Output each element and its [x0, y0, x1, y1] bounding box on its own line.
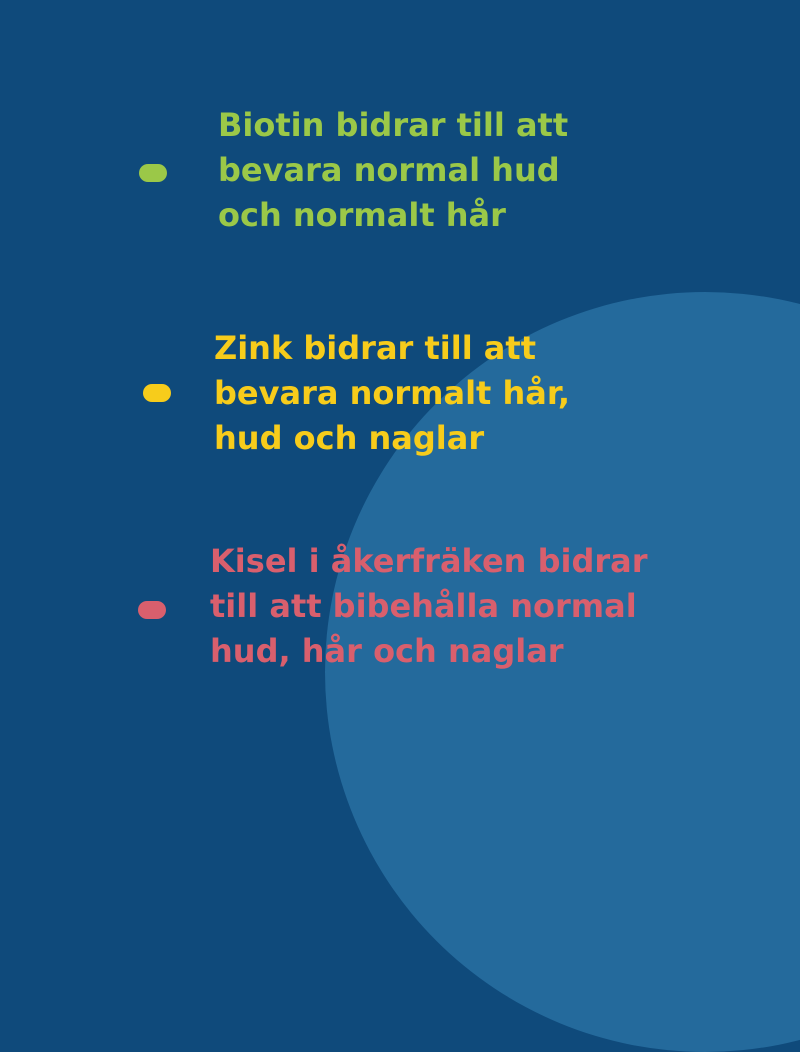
zink-line-1: Zink bidrar till att	[214, 329, 536, 367]
zink-line-2: bevara normalt hår,	[214, 374, 571, 412]
yellow-bullet	[143, 384, 171, 402]
green-bullet	[139, 164, 167, 182]
biotin-text	[218, 103, 568, 238]
zink-text	[214, 326, 570, 461]
kisel-line-2: till att bibehålla normal	[210, 587, 637, 625]
biotin-line-2: bevara normal hud	[218, 151, 560, 189]
kisel-line-1: Kisel i åkerfräken bidrar	[210, 542, 648, 580]
biotin-line-1: Biotin bidrar till att	[218, 106, 569, 144]
kisel-text	[210, 539, 648, 674]
biotin-line-3: och normalt hår	[218, 196, 506, 234]
pink-bullet	[138, 601, 166, 619]
zink-line-3: hud och naglar	[214, 419, 485, 457]
kisel-line-3: hud, hår och naglar	[210, 632, 564, 670]
